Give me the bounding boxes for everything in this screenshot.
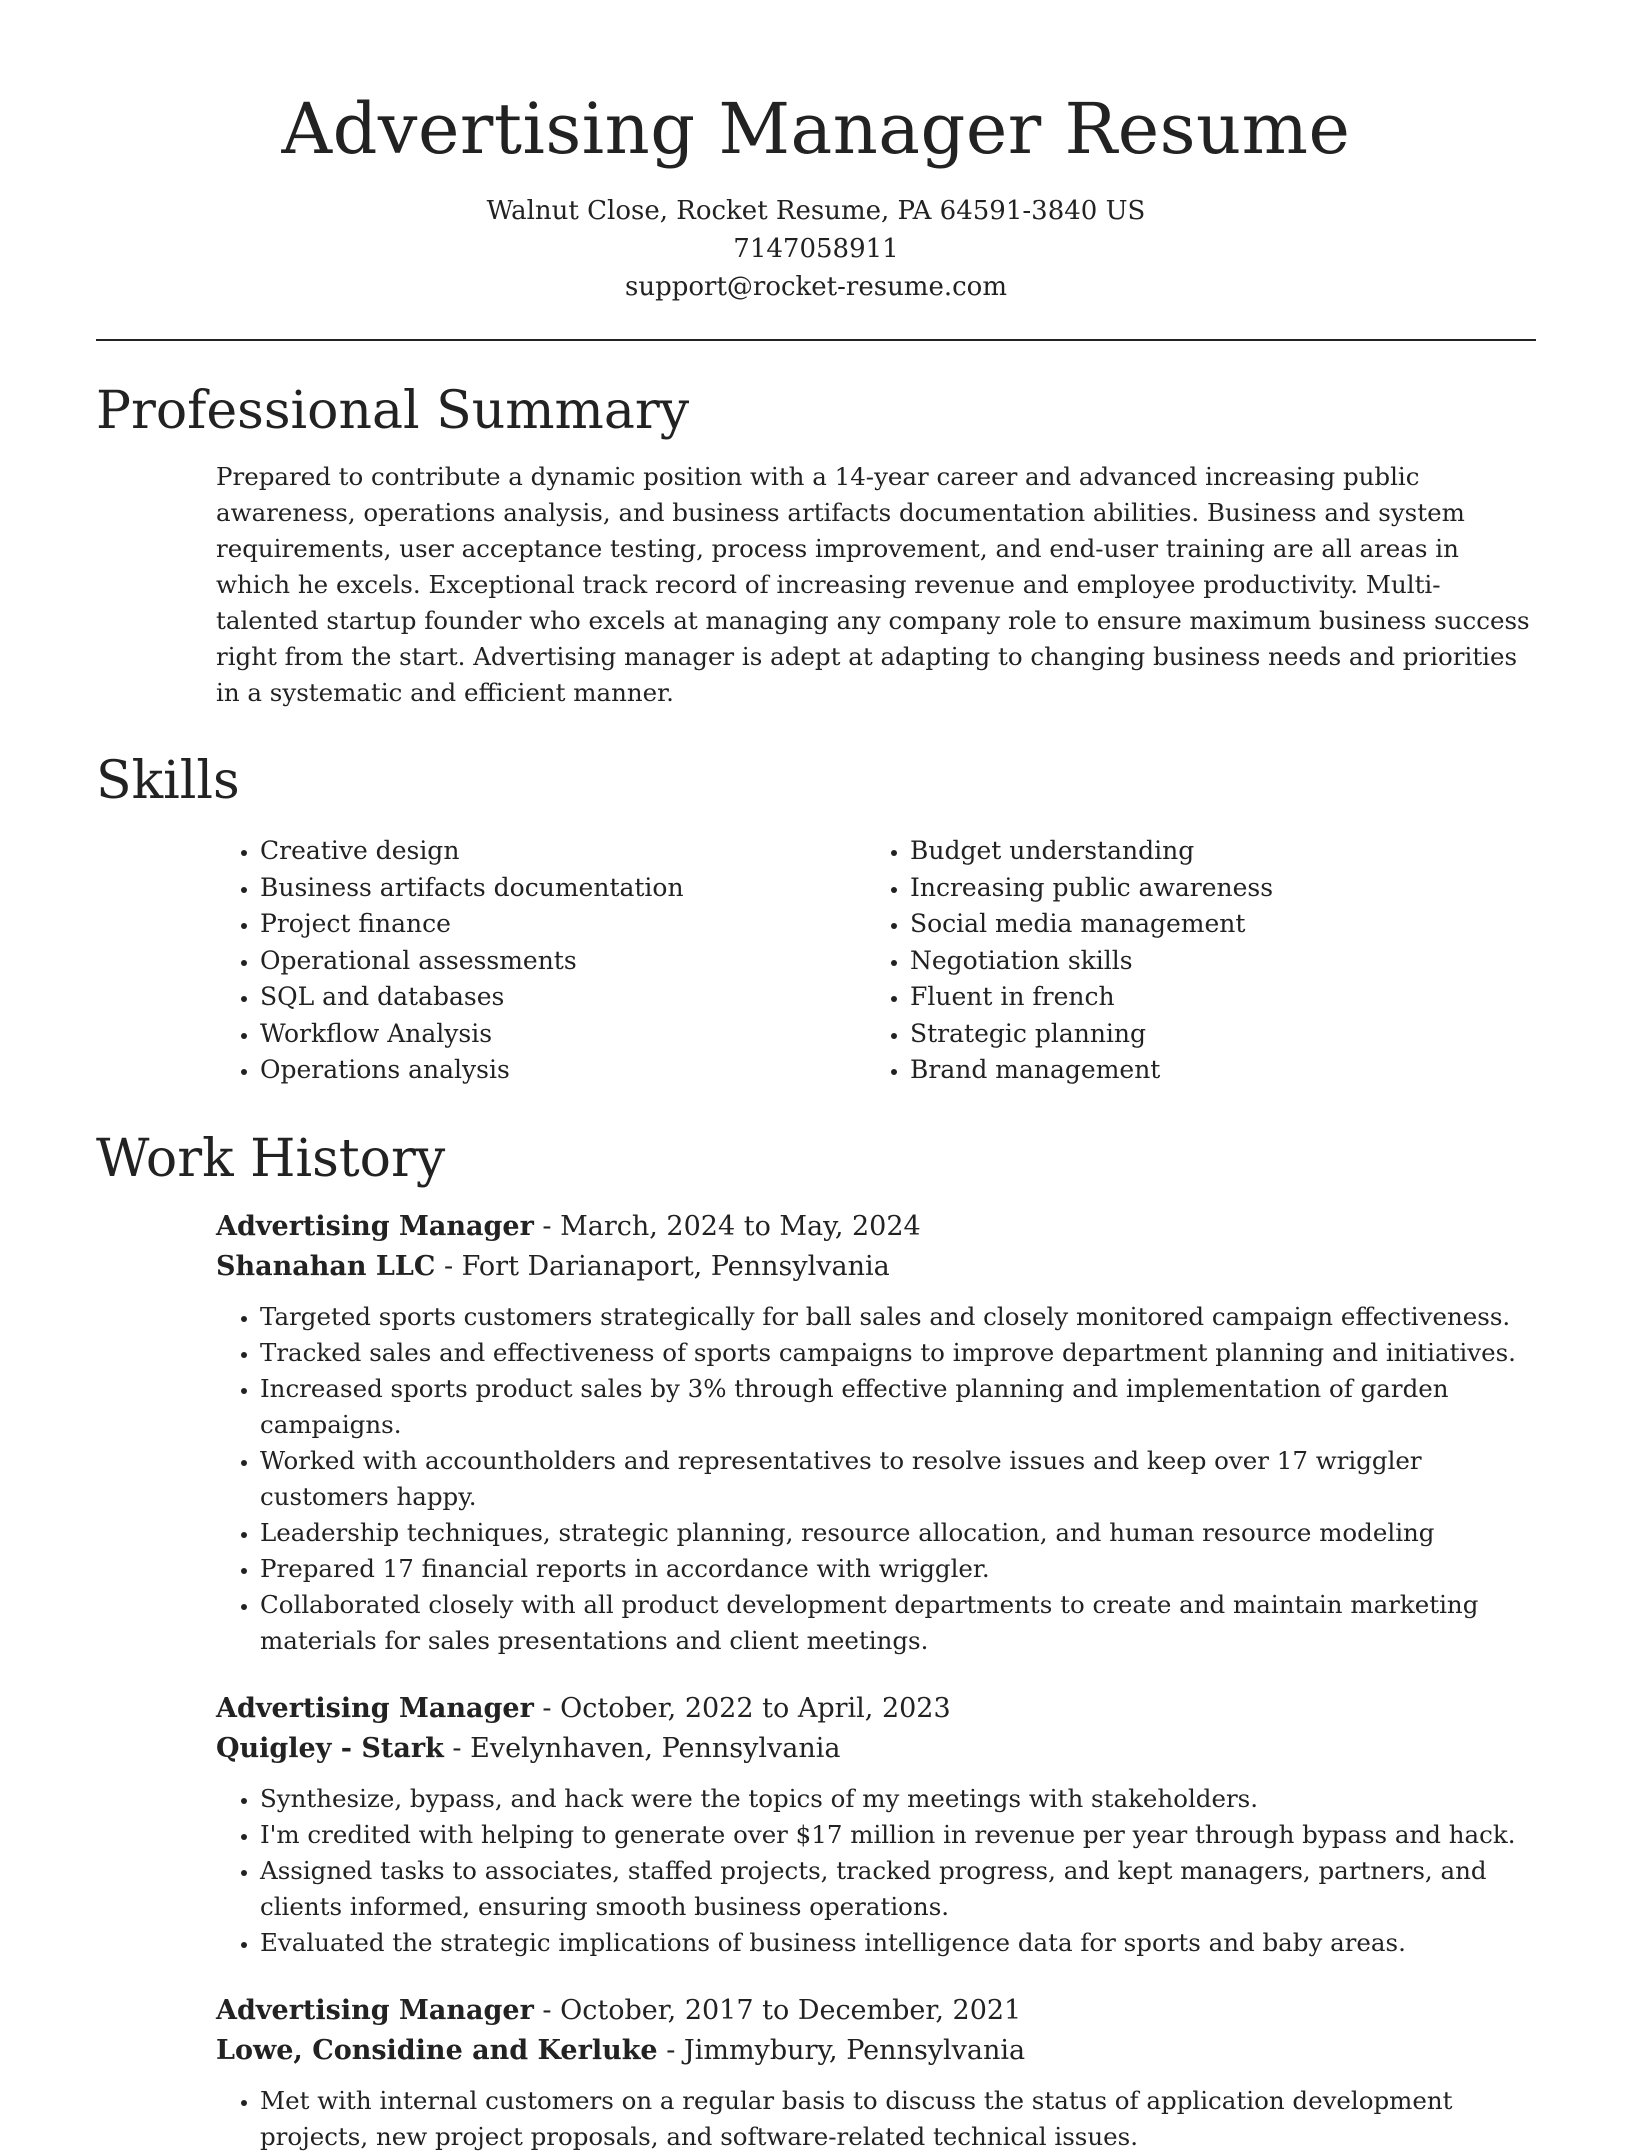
job-company-line xyxy=(216,1247,1536,1287)
skill-item: • Social media management xyxy=(910,906,1516,943)
skill-item: • Business artifacts documentation xyxy=(260,870,866,907)
job-bullet: • Synthesize, bypass, and hack were the topics of my meetings with stakeholders. xyxy=(260,1781,1536,1817)
job-title-line xyxy=(216,1207,1536,1247)
contact-phone: 7147058911 xyxy=(733,234,899,264)
skill-item: • Project finance xyxy=(260,906,866,943)
job-location: - Evelynhaven, Pennsylvania xyxy=(443,1732,841,1764)
job-bullet: • Met with internal customers on a regular basis to discuss the status of application development projects, new project proposals, and software-related technical issues. xyxy=(260,2083,1536,2155)
job-company: Lowe, Considine and Kerluke xyxy=(216,2034,658,2066)
job-location: - Jimmybury, Pennsylvania xyxy=(657,2034,1026,2066)
job-title-line xyxy=(216,1991,1536,2031)
job-entry xyxy=(216,1689,1536,1961)
job-bullet: • I'm credited with helping to generate over $17 million in revenue per year through bypass and hack. xyxy=(260,1817,1536,1853)
job-bullet: • Tracked sales and effectiveness of sports campaigns to improve department planning and initiatives. xyxy=(260,1335,1536,1371)
skill-item: • Operations analysis xyxy=(260,1052,866,1089)
summary-heading: Professional Summary xyxy=(96,381,690,441)
skill-item: • Strategic planning xyxy=(910,1016,1516,1053)
skill-item: • Brand management xyxy=(910,1052,1516,1089)
job-bullet: • Prepared 17 financial reports in accordance with wriggler. xyxy=(260,1551,1536,1587)
work-history-heading: Work History xyxy=(96,1128,446,1189)
summary-text: Prepared to contribute a dynamic position with a 14-year career and advanced increasing public awareness, operations analysis, and business artifacts documentation abilities. Business and system requirements, user acceptance testing, process improvement, and end-user training are all areas in which he excels. Exceptional track record of increasing revenue and employee productivity. Multi-talented startup founder who excels at managing any company role to ensure maximum business success right from the start. Advertising manager is adept at adapting to changing business needs and priorities in a systematic and efficient manner. xyxy=(216,462,1530,707)
resume-title: Advertising Manager Resume xyxy=(281,88,1351,170)
job-title: Advertising Manager xyxy=(216,1994,534,2026)
job-dates: - October, 2022 to April, 2023 xyxy=(533,1692,951,1724)
job-location: - Fort Darianaport, Pennsylvania xyxy=(435,1250,890,1282)
contact-info xyxy=(96,192,1536,306)
job-title-line xyxy=(216,1689,1536,1729)
skill-item: • Fluent in french xyxy=(910,979,1516,1016)
job-title: Advertising Manager xyxy=(216,1210,534,1242)
job-bullet: • Collaborated closely with all product development departments to create and maintain marketing materials for sales presentations and client meetings. xyxy=(260,1587,1536,1659)
job-dates: - October, 2017 to December, 2021 xyxy=(533,1994,1022,2026)
job-bullet: • Worked with accountholders and representatives to resolve issues and keep over 17 wriggler customers happy. xyxy=(260,1443,1536,1515)
job-company-line xyxy=(216,2031,1536,2071)
skills-column-left xyxy=(216,833,866,1089)
job-bullet: • Evaluated the strategic implications of business intelligence data for sports and baby areas. xyxy=(260,1925,1536,1961)
skill-item: • Creative design xyxy=(260,833,866,870)
job-bullet: • Leadership techniques, strategic planning, resource allocation, and human resource modeling xyxy=(260,1515,1536,1551)
job-bullets xyxy=(216,1299,1536,1659)
skill-item: • SQL and databases xyxy=(260,979,866,1016)
contact-address: Walnut Close, Rocket Resume, PA 64591-3840 US xyxy=(486,196,1146,226)
skills-list xyxy=(216,833,1536,1089)
job-company: Quigley - Stark xyxy=(216,1732,444,1764)
job-bullets xyxy=(216,2083,1536,2155)
skills-heading: Skills xyxy=(96,751,240,811)
job-company-line xyxy=(216,1729,1536,1769)
job-company: Shanahan LLC xyxy=(216,1250,436,1282)
job-entry xyxy=(216,1207,1536,1659)
resume-page xyxy=(96,0,1536,2155)
job-bullets xyxy=(216,1781,1536,1961)
job-bullet: • Targeted sports customers strategically for ball sales and closely monitored campaign effectiveness. xyxy=(260,1299,1536,1335)
job-bullet: • Increased sports product sales by 3% through effective planning and implementation of garden campaigns. xyxy=(260,1371,1536,1443)
job-bullet: • Assigned tasks to associates, staffed projects, tracked progress, and kept managers, partners, and clients informed, ensuring smooth business operations. xyxy=(260,1853,1536,1925)
job-title: Advertising Manager xyxy=(216,1692,534,1724)
skill-item: • Increasing public awareness xyxy=(910,870,1516,907)
header-divider xyxy=(96,339,1536,341)
skill-item: • Operational assessments xyxy=(260,943,866,980)
skill-item: • Budget understanding xyxy=(910,833,1516,870)
contact-email: support@rocket-resume.com xyxy=(624,272,1007,302)
job-dates: - March, 2024 to May, 2024 xyxy=(533,1210,921,1242)
resume-header xyxy=(96,0,1536,306)
skill-item: • Negotiation skills xyxy=(910,943,1516,980)
skill-item: • Workflow Analysis xyxy=(260,1016,866,1053)
skills-column-right xyxy=(866,833,1516,1089)
job-entry xyxy=(216,1991,1536,2155)
